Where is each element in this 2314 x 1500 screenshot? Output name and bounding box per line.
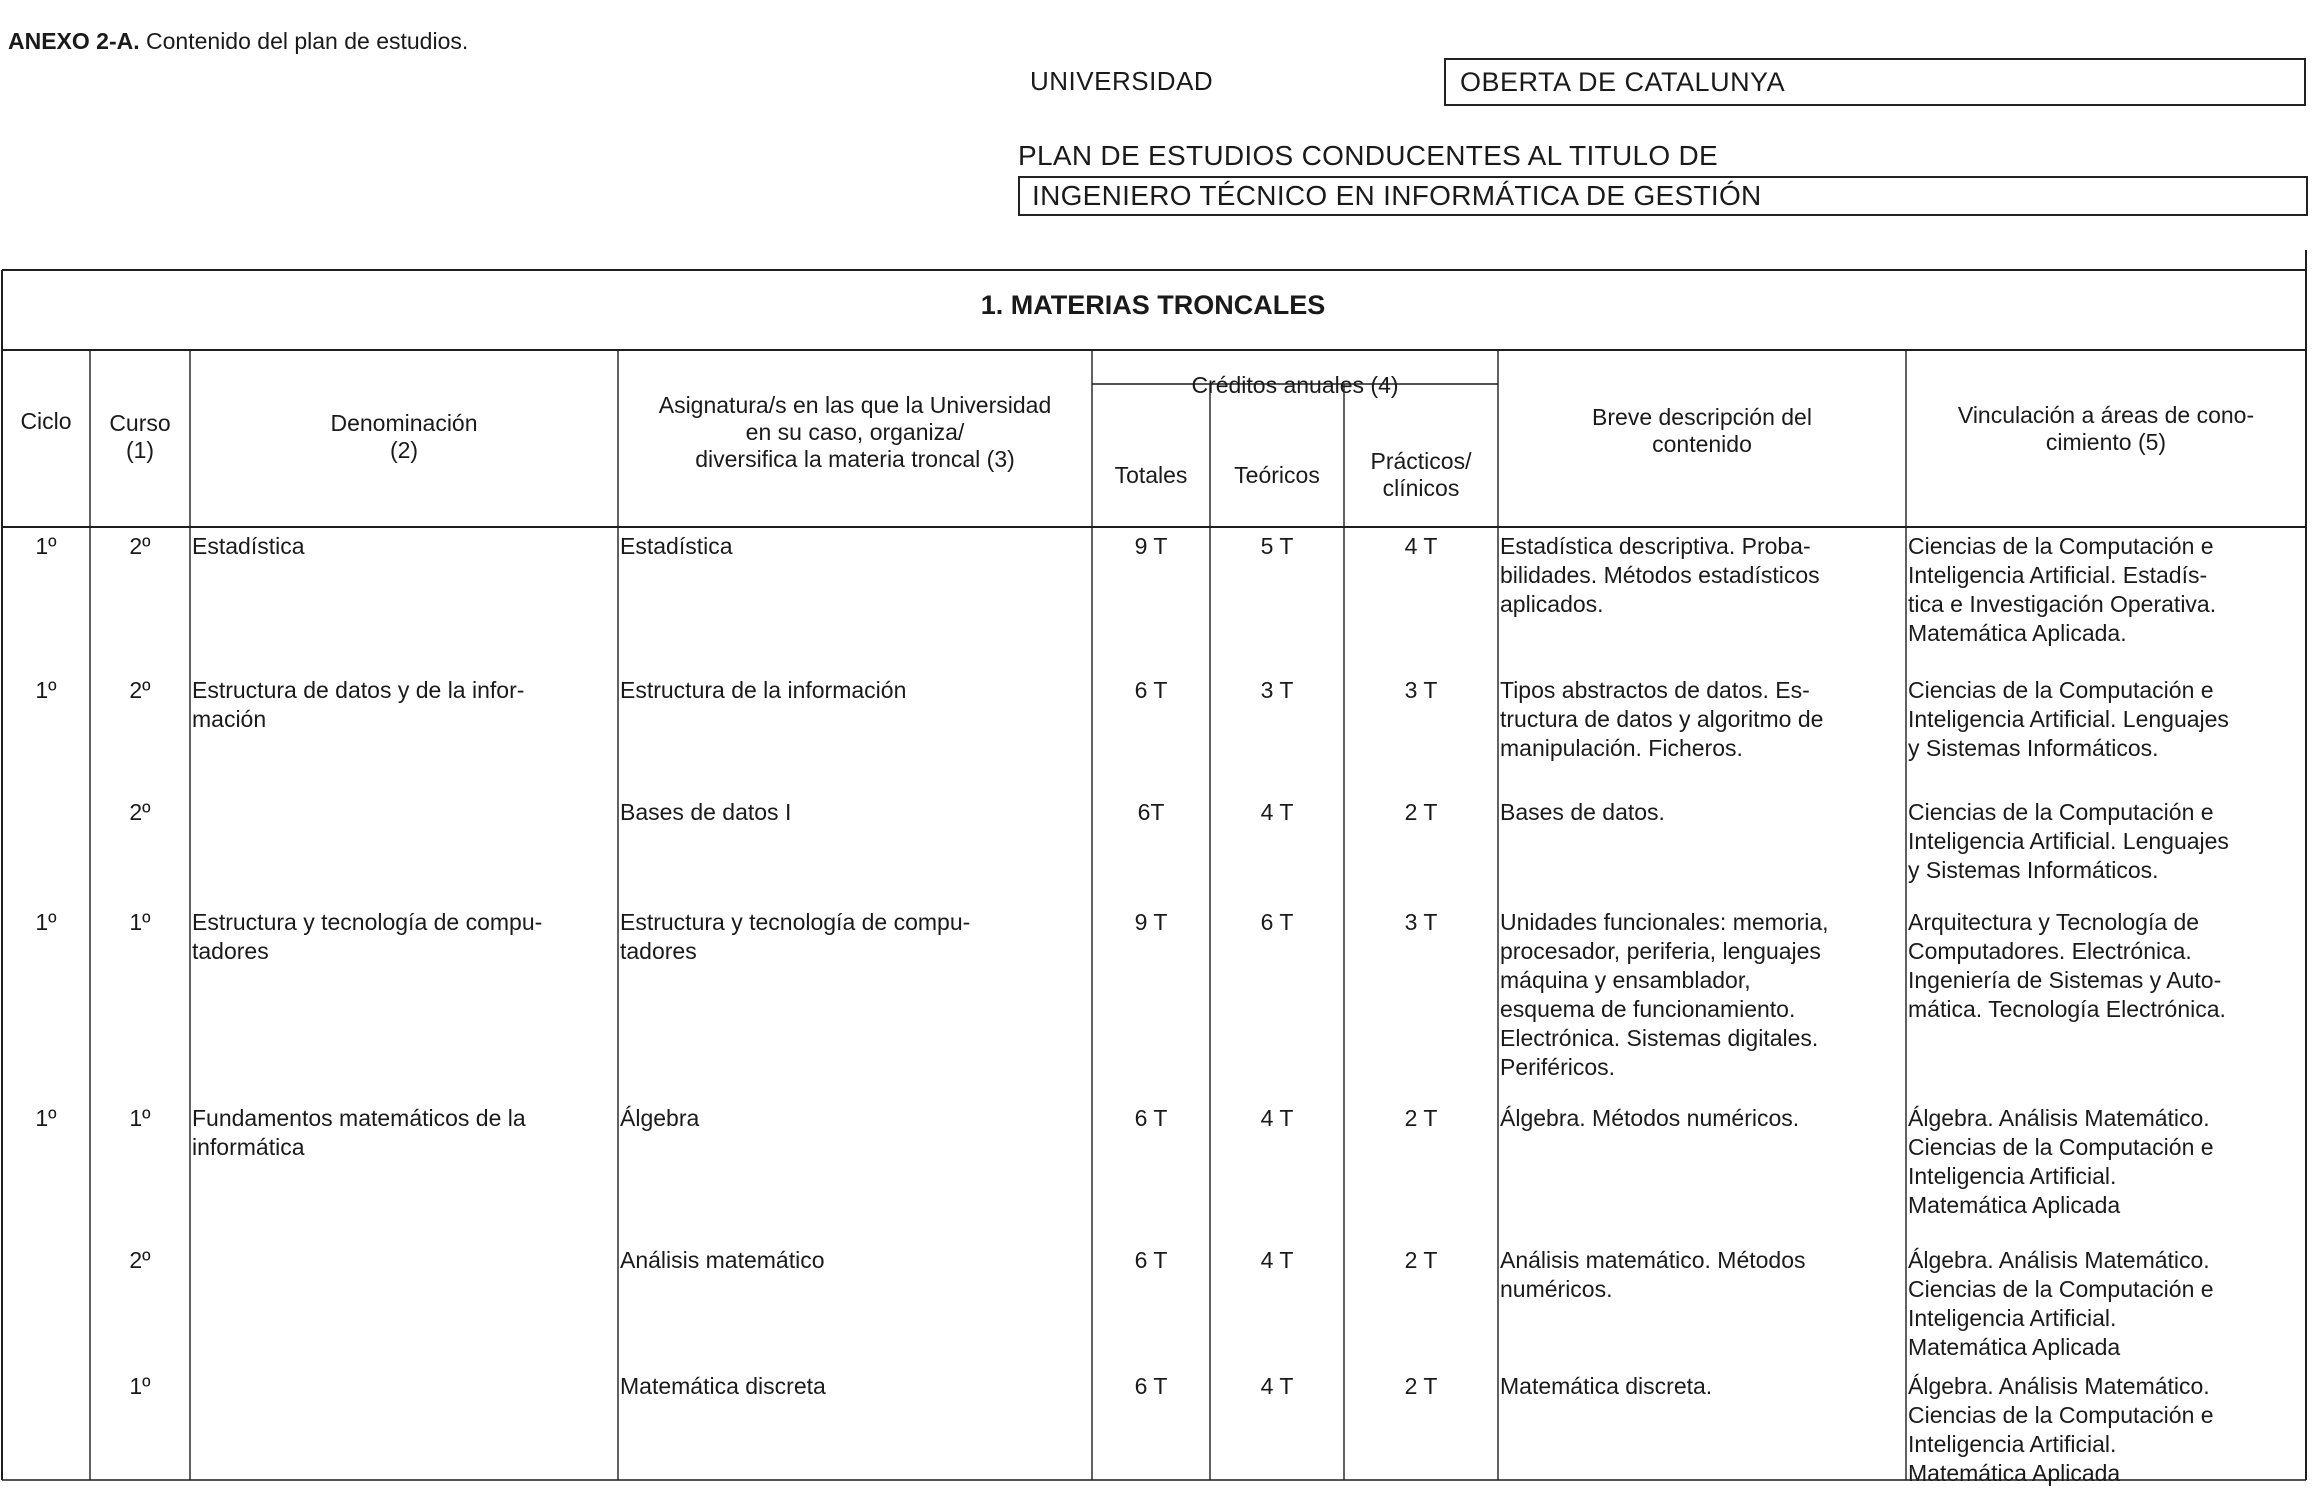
cell-descripcion-line: numéricos.: [1500, 1276, 1613, 1302]
cell-descripcion-line: aplicados.: [1500, 591, 1604, 617]
cell-descripcion: [1500, 798, 1906, 827]
cell-vinculacion-line: Ciencias de la Computación e: [1908, 1402, 2214, 1428]
cell-vinculacion-line: Computadores. Electrónica.: [1908, 938, 2192, 964]
cell-vinculacion-line: Ciencias de la Computación e: [1908, 1134, 2214, 1160]
cell-vinculacion-line: Álgebra. Análisis Matemático.: [1908, 1373, 2210, 1399]
cell-practicos: 4 T: [1404, 533, 1438, 559]
header-denominacion-line2: (2): [389, 437, 419, 463]
cell-vinculacion-line: y Sistemas Informáticos.: [1908, 857, 2159, 883]
cell-practicos: 2 T: [1404, 1373, 1438, 1399]
cell-curso: 2º: [129, 677, 151, 703]
cell-asignatura-line: Estadística: [620, 533, 733, 559]
cell-descripcion-line: Bases de datos.: [1500, 799, 1665, 825]
cell-descripcion-line: procesador, periferia, lenguajes: [1500, 938, 1821, 964]
cell-curso: 2º: [129, 533, 151, 559]
cell-practicos: 3 T: [1404, 677, 1438, 703]
cell-denominacion: [192, 676, 616, 734]
header-teoricos: Teóricos: [1234, 462, 1320, 488]
cell-descripcion-line: Álgebra. Métodos numéricos.: [1500, 1105, 1800, 1131]
header-practicos-line1: Prácticos/: [1370, 448, 1472, 474]
cell-ciclo: 1º: [35, 909, 57, 935]
cell-descripcion-line: Periféricos.: [1500, 1054, 1616, 1080]
header-totales: Totales: [1114, 462, 1188, 488]
cell-practicos: 2 T: [1404, 1247, 1438, 1273]
header-descripcion: [1498, 404, 1906, 458]
cell-descripcion-line: manipulación. Ficheros.: [1500, 735, 1743, 761]
cell-asignatura-line: Estructura de la información: [620, 677, 907, 703]
cell-asignatura: [620, 908, 1090, 966]
header-descripcion-line2: contenido: [1652, 431, 1752, 457]
cell-vinculacion-line: mática. Tecnología Electrónica.: [1908, 996, 2226, 1022]
cell-ciclo: 1º: [35, 533, 57, 559]
cell-teoricos: 3 T: [1260, 677, 1294, 703]
cell-vinculacion-line: Álgebra. Análisis Matemático.: [1908, 1105, 2210, 1131]
cell-totales: 9 T: [1134, 533, 1168, 559]
cell-teoricos: 4 T: [1260, 1247, 1294, 1273]
cell-vinculacion-line: Ciencias de la Computación e: [1908, 799, 2214, 825]
cell-teoricos: 5 T: [1260, 533, 1294, 559]
cell-denominacion-line: Estructura y tecnología de compu-: [192, 909, 543, 935]
cell-asignatura: [620, 676, 1090, 705]
cell-denominacion-line: Estructura de datos y de la infor-: [192, 677, 525, 703]
cell-vinculacion-line: Ciencias de la Computación e: [1908, 533, 2214, 559]
cell-asignatura: [620, 1104, 1090, 1133]
header-practicos: [1344, 448, 1498, 502]
cell-teoricos: 4 T: [1260, 1373, 1294, 1399]
header-vinculacion-line1: Vinculación a áreas de cono-: [1957, 402, 2255, 428]
cell-curso: 1º: [129, 1373, 151, 1399]
header-creditos: Créditos anuales (4): [1191, 372, 1399, 398]
cell-totales: 6 T: [1134, 1373, 1168, 1399]
cell-practicos: 2 T: [1404, 1105, 1438, 1131]
cell-descripcion-line: Tipos abstractos de datos. Es-: [1500, 677, 1810, 703]
cell-curso: 2º: [129, 799, 151, 825]
cell-descripcion: [1500, 908, 1906, 1082]
header-denominacion-line1: Denominación: [330, 410, 478, 436]
header-practicos-line2: clínicos: [1382, 475, 1460, 501]
cell-denominacion-line: Fundamentos matemáticos de la: [192, 1105, 526, 1131]
header-vinculacion: [1906, 402, 2306, 456]
cell-denominacion: [192, 908, 616, 966]
cell-vinculacion-line: Inteligencia Artificial. Estadís-: [1908, 562, 2208, 588]
cell-curso: 1º: [129, 909, 151, 935]
cell-vinculacion-line: Matemática Aplicada.: [1908, 620, 2127, 646]
cell-asignatura: [620, 1372, 1090, 1401]
cell-totales: 9 T: [1134, 909, 1168, 935]
cell-practicos: 2 T: [1404, 799, 1438, 825]
cell-vinculacion-line: y Sistemas Informáticos.: [1908, 735, 2159, 761]
header-ciclo: Ciclo: [20, 408, 72, 434]
cell-descripcion-line: tructura de datos y algoritmo de: [1500, 706, 1824, 732]
cell-vinculacion: [1908, 532, 2306, 648]
header-asignatura-line2: en su caso, organiza/: [745, 419, 965, 445]
cell-teoricos: 4 T: [1260, 1105, 1294, 1131]
cell-denominacion-line: tadores: [192, 938, 269, 964]
plan-label: PLAN DE ESTUDIOS CONDUCENTES AL TITULO DE: [1018, 140, 1718, 171]
cell-vinculacion-line: Álgebra. Análisis Matemático.: [1908, 1247, 2210, 1273]
cell-asignatura-line: Estructura y tecnología de compu-: [620, 909, 971, 935]
cell-descripcion: [1500, 1104, 1906, 1133]
cell-asignatura: [620, 798, 1090, 827]
cell-descripcion: [1500, 532, 1906, 619]
cell-asignatura-line: Bases de datos I: [620, 799, 792, 825]
cell-vinculacion: [1908, 1372, 2306, 1488]
cell-vinculacion-line: Arquitectura y Tecnología de: [1908, 909, 2200, 935]
cell-asignatura-line: Matemática discreta: [620, 1373, 826, 1399]
cell-descripcion-line: Unidades funcionales: memoria,: [1500, 909, 1829, 935]
header-descripcion-line1: Breve descripción del: [1592, 404, 1812, 430]
cell-descripcion: [1500, 1372, 1906, 1401]
cell-asignatura-line: Análisis matemático: [620, 1247, 825, 1273]
cell-denominacion: [192, 1104, 616, 1162]
section-title: 1. MATERIAS TRONCALES: [980, 290, 1326, 320]
cell-totales: 6 T: [1134, 677, 1168, 703]
annex-number: ANEXO 2-A.: [8, 28, 140, 54]
cell-vinculacion-line: Inteligencia Artificial. Lenguajes: [1908, 706, 2229, 732]
cell-totales: 6 T: [1134, 1105, 1168, 1131]
cell-vinculacion-line: tica e Investigación Operativa.: [1908, 591, 2217, 617]
cell-descripcion-line: bilidades. Métodos estadísticos: [1500, 562, 1820, 588]
header-vinculacion-line2: cimiento (5): [2045, 429, 2167, 455]
cell-denominacion-line: informática: [192, 1134, 305, 1160]
cell-vinculacion: [1908, 798, 2306, 885]
cell-vinculacion-line: Inteligencia Artificial. Lenguajes: [1908, 828, 2229, 854]
cell-vinculacion: [1908, 1104, 2306, 1220]
cell-teoricos: 6 T: [1260, 909, 1294, 935]
cell-denominacion-line: Estadística: [192, 533, 305, 559]
university-label: UNIVERSIDAD: [1030, 66, 1214, 96]
cell-denominacion: [192, 532, 616, 561]
cell-vinculacion-line: Inteligencia Artificial.: [1908, 1163, 2117, 1189]
cell-vinculacion-line: Inteligencia Artificial.: [1908, 1431, 2117, 1457]
annex-heading: [8, 28, 468, 55]
cell-practicos: 3 T: [1404, 909, 1438, 935]
cell-vinculacion-line: Matemática Aplicada: [1908, 1192, 2121, 1218]
cell-asignatura-line: Álgebra: [620, 1105, 700, 1131]
cell-denominacion-line: mación: [192, 706, 267, 732]
university-name-box: OBERTA DE CATALUNYA: [1444, 58, 2306, 106]
cell-asignatura: [620, 1246, 1090, 1275]
header-curso: [90, 410, 190, 464]
cell-ciclo: 1º: [35, 677, 57, 703]
cell-descripcion-line: Análisis matemático. Métodos: [1500, 1247, 1806, 1273]
cell-curso: 1º: [129, 1105, 151, 1131]
cell-curso: 2º: [129, 1247, 151, 1273]
cell-asignatura-line: tadores: [620, 938, 697, 964]
cell-vinculacion-line: Ciencias de la Computación e: [1908, 1276, 2214, 1302]
cell-vinculacion: [1908, 908, 2306, 1024]
header-curso-line2: (1): [125, 437, 155, 463]
cell-teoricos: 4 T: [1260, 799, 1294, 825]
cell-descripcion-line: máquina y ensamblador,: [1500, 967, 1751, 993]
cell-descripcion-line: esquema de funcionamiento.: [1500, 996, 1796, 1022]
cell-descripcion-line: Estadística descriptiva. Proba-: [1500, 533, 1811, 559]
cell-descripcion-line: Matemática discreta.: [1500, 1373, 1713, 1399]
cell-totales: 6 T: [1134, 1247, 1168, 1273]
cell-descripcion: [1500, 1246, 1906, 1304]
header-asignatura-line1: Asignatura/s en las que la Universidad: [658, 392, 1052, 418]
annex-text: Contenido del plan de estudios.: [146, 28, 469, 54]
cell-vinculacion-line: Ingeniería de Sistemas y Auto-: [1908, 967, 2222, 993]
header-asignatura: [618, 392, 1092, 473]
cell-ciclo: 1º: [35, 1105, 57, 1131]
cell-vinculacion-line: Matemática Aplicada: [1908, 1460, 2121, 1486]
cell-totales: 6T: [1137, 799, 1165, 825]
header-denominacion: [190, 410, 618, 464]
cell-vinculacion-line: Matemática Aplicada: [1908, 1334, 2121, 1360]
cell-descripcion: [1500, 676, 1906, 763]
cell-vinculacion: [1908, 676, 2306, 763]
cell-vinculacion-line: Inteligencia Artificial.: [1908, 1305, 2117, 1331]
header-asignatura-line3: diversifica la materia troncal (3): [695, 446, 1015, 472]
degree-title-box: INGENIERO TÉCNICO EN INFORMÁTICA DE GESTIÓN: [1018, 176, 2308, 216]
header-curso-line1: Curso: [109, 410, 171, 436]
cell-asignatura: [620, 532, 1090, 561]
cell-vinculacion: [1908, 1246, 2306, 1362]
cell-descripcion-line: Electrónica. Sistemas digitales.: [1500, 1025, 1819, 1051]
cell-vinculacion-line: Ciencias de la Computación e: [1908, 677, 2214, 703]
